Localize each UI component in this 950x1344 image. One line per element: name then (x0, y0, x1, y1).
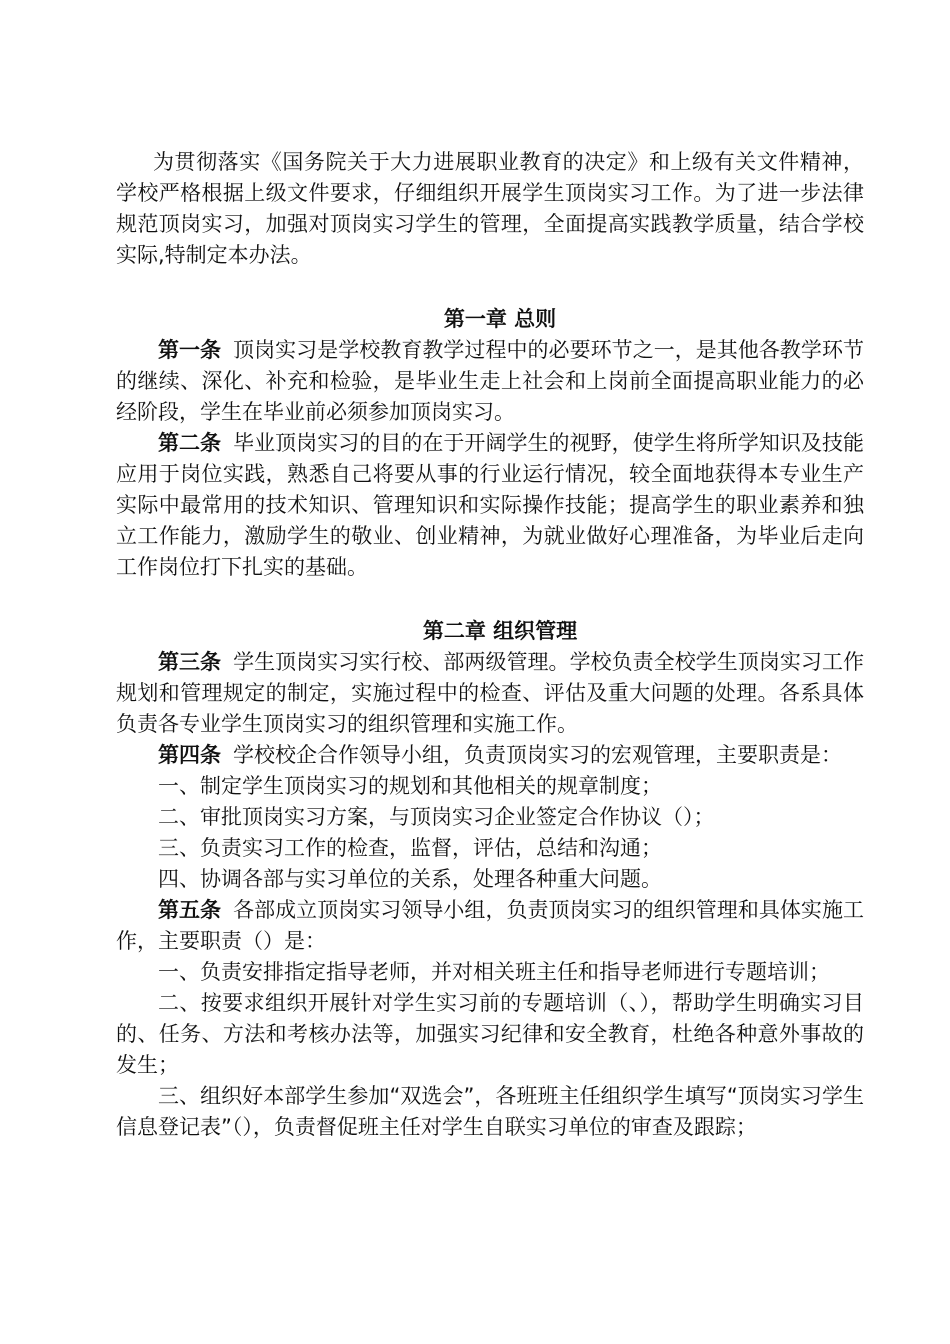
article-4-label: 第四条 (158, 743, 221, 767)
article-3-label: 第三条 (158, 650, 222, 674)
article-5-item: 二、按要求组织开展针对学生实习前的专题培训（、），帮助学生明确实习目的、任务、方法和考核办法等，加强实习纪律和安全教育，杜绝各种意外事故的发生； (116, 991, 864, 1077)
article-5-label: 第五条 (158, 898, 222, 922)
article-3-text: 学生顶岗实习实行校、部两级管理。学校负责全校学生顶岗实习工作规划和管理规定的制定，实施过程中的检查、评估及重大问题的处理。各系具体负责各专业学生顶岗实习的组织管理和实施工作。 (116, 650, 864, 736)
article-4-item: 三、负责实习工作的检查，监督，评估，总结和沟通； (158, 836, 662, 860)
article-2-label: 第二条 (158, 431, 222, 455)
article-1-label: 第一条 (158, 338, 222, 362)
article-4-item: 一、制定学生顶岗实习的规划和其他相关的规章制度； (158, 774, 662, 798)
article-5-text: 各部成立顶岗实习领导小组，负责顶岗实习的组织管理和具体实施工作，主要职责（）是： (116, 898, 864, 953)
spacer (116, 271, 864, 304)
article-4-text: 学校校企合作领导小组，负责顶岗实习的宏观管理，主要职责是： (233, 743, 842, 767)
intro-paragraph: 为贯彻落实《国务院关于大力进展职业教育的决定》和上级有关文件精神，学校严格根据上级文件要求，仔细组织开展学生顶岗实习工作。为了进一步法律规范顶岗实习，加强对顶岗实习学生的管理，全面提高实践教学质量，结合学校实际,特制定本办法。 (116, 150, 864, 267)
article-1-text: 顶岗实习是学校教育教学过程中的必要环节之一，是其他各教学环节的继续、深化、补充和检验，是毕业生走上社会和上岗前全面提高职业能力的必经阶段，学生在毕业前必须参加顶岗实习。 (116, 338, 864, 424)
article-3 (116, 647, 864, 740)
article-4 (116, 740, 864, 771)
chapter-1-title: 第一章 总则 (443, 307, 557, 331)
document-page (116, 147, 864, 1143)
chapter-2-title: 第二章 组织管理 (422, 619, 578, 643)
article-5-item: 一、负责安排指定指导老师，并对相关班主任和指导老师进行专题培训； (158, 960, 830, 984)
article-1 (116, 335, 864, 428)
article-4-item: 四、协调各部与实习单位的关系，处理各种重大问题。 (158, 867, 662, 891)
article-2-text: 毕业顶岗实习的目的在于开阔学生的视野，使学生将所学知识及技能应用于岗位实践，熟悉自己将要从事的行业运行情况，较全面地获得本专业生产实际中最常用的技术知识、管理知识和实际操作技能；提高学生的职业素养和独立工作能力，激励学生的敬业、创业精神，为就业做好心理准备，为毕业后走向工作岗位打下扎实的基础。 (116, 431, 864, 579)
article-5-item: 三、组织好本部学生参加“双选会”，各班班主任组织学生填写“顶岗实习学生信息登记表”（），负责督促班主任对学生自联实习单位的审查及跟踪； (116, 1084, 864, 1139)
spacer (116, 583, 864, 616)
article-5 (116, 895, 864, 957)
article-2 (116, 428, 864, 583)
article-4-item: 二、审批顶岗实习方案，与顶岗实习企业签定合作协议（）； (158, 805, 715, 829)
